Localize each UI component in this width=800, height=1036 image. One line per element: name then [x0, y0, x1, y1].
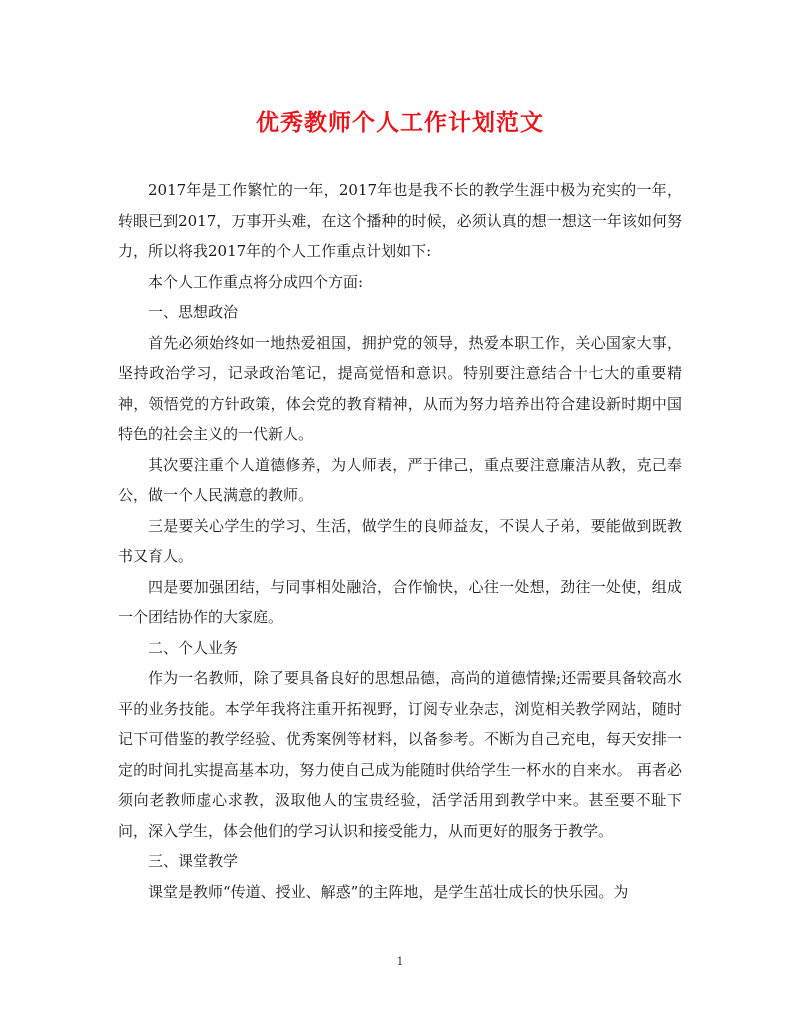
paragraph-ideology-2: 其次要注重个人道德修养，为人师表，严于律己，重点要注意廉洁从教，克己奉公，做一个人民满意的教师。 [118, 455, 682, 504]
section-heading-classroom: 三、课堂教学 [148, 852, 239, 870]
paragraph-ideology-1: 首先必须始终如一地热爱祖国，拥护党的领导，热爱本职工作，关心国家大事，坚持政治学习，记录政治笔记，提高觉悟和意识。特别要注意结合十七大的重要精神，领悟党的方针政策，体会党的教育精神，从而为努力培养出符合建设新时期中国特色的社会主义的一代新人。 [118, 333, 682, 443]
paragraph-overview: 本个人工作重点将分成四个方面: [148, 272, 364, 291]
document-body [118, 175, 682, 907]
section-heading-ideology: 一、思想政治 [148, 303, 239, 321]
paragraph-business: 作为一名教师，除了要具备良好的思想品德，高尚的道德情操;还需要具备较高水平的业务技能。本学年我将注重开拓视野，订阅专业杂志，浏览相关教学网站，随时记下可借鉴的教学经验、优秀案例等材料，以备参考。不断为自己充电，每天安排一定的时间扎实提高基本功，努力使自己成为能随时供给学生一杯水的自来水。 再者必须向老教师虚心求教，汲取他人的宝贵经验，活学活用到教学中来。甚至要不耻下问，深入学生，体会他们的学习认识和接受能力，从而更好的服务于教学。 [118, 669, 682, 840]
document-title: 优秀教师个人工作计划范文 [256, 109, 544, 136]
paragraph-intro: 2017年是工作繁忙的一年，2017年也是我不长的教学生涯中极为充实的一年，转眼已到2017，万事开头难，在这个播种的时候，必须认真的想一想这一年该如何努力，所以将我2017年的个人工作重点计划如下: [118, 181, 682, 260]
page-number: 1 [396, 955, 404, 968]
paragraph-ideology-3: 三是要关心学生的学习、生活，做学生的良师益友，不误人子弟，要能做到既教书又育人。 [118, 516, 682, 565]
section-heading-business: 二、个人业务 [148, 638, 239, 657]
paragraph-ideology-4: 四是要加强团结，与同事相处融洽，合作愉快，心往一处想，劲往一处使，组成一个团结协作的大家庭。 [118, 577, 682, 626]
paragraph-classroom: 课堂是教师“传道、授业、解惑”的主阵地，是学生茁壮成长的快乐园。为 [148, 882, 629, 901]
